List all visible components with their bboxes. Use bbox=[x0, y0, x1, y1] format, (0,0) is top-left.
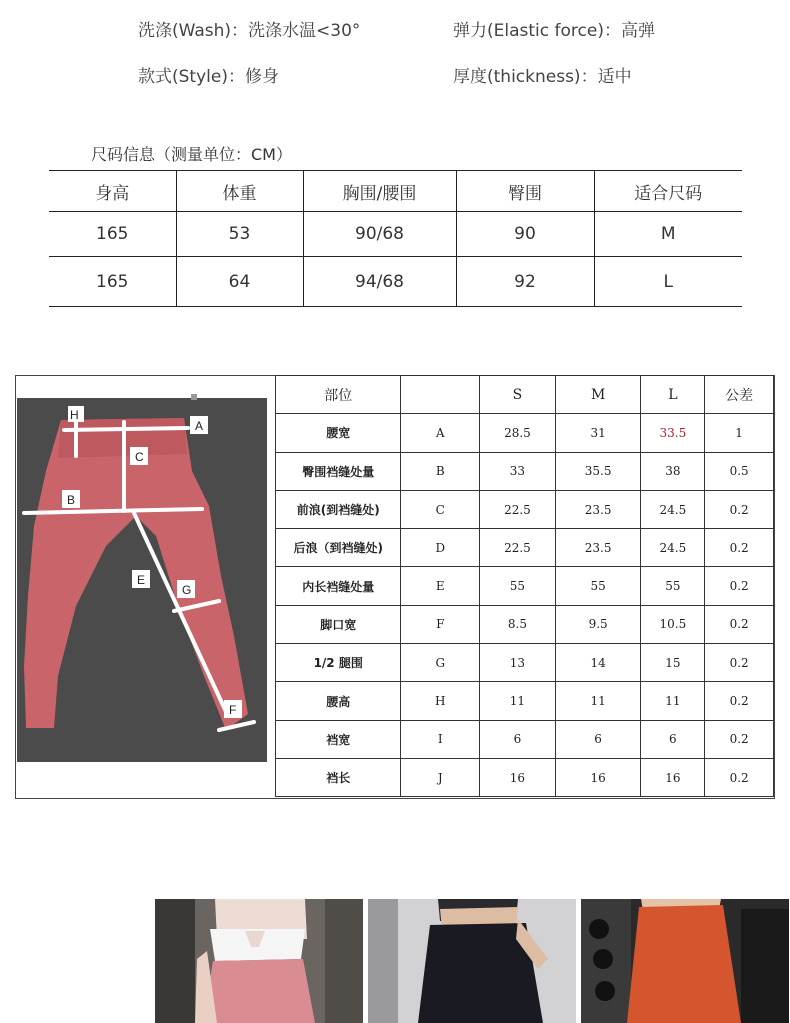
attr-wash: 洗涤(Wash)：洗涤水温<30° bbox=[138, 21, 361, 41]
header-code bbox=[401, 376, 480, 414]
table-cell: 0.2 bbox=[705, 682, 774, 720]
table-cell: 53 bbox=[176, 212, 303, 257]
table-cell: 31 bbox=[555, 414, 641, 452]
table-cell: 8.5 bbox=[480, 605, 556, 643]
table-cell: 腰高 bbox=[276, 682, 401, 720]
table-cell: 165 bbox=[49, 257, 176, 307]
size-info-caption: 尺码信息（测量单位：CM） bbox=[91, 145, 292, 164]
table-cell: 55 bbox=[641, 567, 705, 605]
table-cell: 24.5 bbox=[641, 490, 705, 528]
table-cell: 165 bbox=[49, 212, 176, 257]
header-l: L bbox=[641, 376, 705, 414]
attr-style: 款式(Style)：修身 bbox=[138, 67, 279, 87]
table-cell: 14 bbox=[555, 644, 641, 682]
table-row bbox=[276, 758, 774, 796]
table-cell: 9.5 bbox=[555, 605, 641, 643]
product-photo-orange bbox=[581, 899, 789, 1023]
product-photo-black bbox=[368, 899, 576, 1023]
table-cell: I bbox=[401, 720, 480, 758]
table-cell: 后浪（到裆缝处) bbox=[276, 529, 401, 567]
table-cell: F bbox=[401, 605, 480, 643]
table-row bbox=[49, 257, 742, 307]
spec-section bbox=[15, 375, 775, 799]
table-cell: 6 bbox=[641, 720, 705, 758]
table-cell: 13 bbox=[480, 644, 556, 682]
table-cell: 22.5 bbox=[480, 490, 556, 528]
table-cell: 臀围裆缝处量 bbox=[276, 452, 401, 490]
table-row bbox=[276, 682, 774, 720]
table-cell: 0.2 bbox=[705, 644, 774, 682]
diagram-label-b: B bbox=[67, 493, 76, 507]
table-cell: 11 bbox=[480, 682, 556, 720]
table-cell: 1 bbox=[705, 414, 774, 452]
table-cell: M bbox=[594, 212, 742, 257]
measurement-diagram bbox=[16, 376, 276, 798]
table-cell: 38 bbox=[641, 452, 705, 490]
table-row bbox=[276, 529, 774, 567]
attr-elastic-force: 弹力(Elastic force)：高弹 bbox=[453, 21, 655, 41]
table-row bbox=[276, 414, 774, 452]
table-cell: 16 bbox=[641, 758, 705, 796]
table-cell: 0.5 bbox=[705, 452, 774, 490]
diagram-label-c: C bbox=[135, 450, 144, 464]
table-cell: 内长裆缝处量 bbox=[276, 567, 401, 605]
table-cell: 1/2 腿围 bbox=[276, 644, 401, 682]
table-row bbox=[276, 452, 774, 490]
table-cell: 脚口宽 bbox=[276, 605, 401, 643]
table-cell: E bbox=[401, 567, 480, 605]
table-cell: 16 bbox=[555, 758, 641, 796]
table-cell: 28.5 bbox=[480, 414, 556, 452]
header-tolerance: 公差 bbox=[705, 376, 774, 414]
pants-diagram-illustration bbox=[16, 376, 276, 798]
header-part: 部位 bbox=[276, 376, 401, 414]
header-height: 身高 bbox=[49, 171, 176, 212]
table-cell: L bbox=[594, 257, 742, 307]
table-cell: 10.5 bbox=[641, 605, 705, 643]
header-hip: 臀围 bbox=[456, 171, 594, 212]
header-s: S bbox=[480, 376, 556, 414]
table-cell: B bbox=[401, 452, 480, 490]
table-cell: 15 bbox=[641, 644, 705, 682]
table-cell: 0.2 bbox=[705, 567, 774, 605]
table-cell: 90/68 bbox=[303, 212, 456, 257]
diagram-label-g: G bbox=[182, 583, 192, 597]
table-cell: 92 bbox=[456, 257, 594, 307]
table-cell: 23.5 bbox=[555, 490, 641, 528]
table-cell: 55 bbox=[480, 567, 556, 605]
size-table-header bbox=[49, 171, 742, 212]
table-cell: 0.2 bbox=[705, 720, 774, 758]
table-row bbox=[276, 605, 774, 643]
table-row bbox=[276, 567, 774, 605]
table-cell: 0.2 bbox=[705, 490, 774, 528]
table-row bbox=[276, 644, 774, 682]
table-cell: 前浪(到裆缝处) bbox=[276, 490, 401, 528]
diagram-label-f: F bbox=[229, 703, 237, 717]
header-weight: 体重 bbox=[176, 171, 303, 212]
diagram-label-a: A bbox=[195, 419, 204, 433]
table-cell: 腰宽 bbox=[276, 414, 401, 452]
table-cell: 裆长 bbox=[276, 758, 401, 796]
table-cell: 裆宽 bbox=[276, 720, 401, 758]
table-row bbox=[49, 212, 742, 257]
table-cell: 23.5 bbox=[555, 529, 641, 567]
diagram-label-h: H bbox=[70, 408, 79, 422]
table-cell: A bbox=[401, 414, 480, 452]
table-cell: G bbox=[401, 644, 480, 682]
product-photo-pink bbox=[155, 899, 363, 1023]
diagram-label-e: E bbox=[137, 573, 146, 587]
table-cell: 24.5 bbox=[641, 529, 705, 567]
table-cell: 0.2 bbox=[705, 529, 774, 567]
table-cell: 90 bbox=[456, 212, 594, 257]
table-cell: 94/68 bbox=[303, 257, 456, 307]
header-fit-size: 适合尺码 bbox=[594, 171, 742, 212]
table-cell: 33 bbox=[480, 452, 556, 490]
table-cell: 55 bbox=[555, 567, 641, 605]
header-m: M bbox=[555, 376, 641, 414]
table-row bbox=[276, 490, 774, 528]
table-cell: J bbox=[401, 758, 480, 796]
table-cell: 35.5 bbox=[555, 452, 641, 490]
table-cell: 0.2 bbox=[705, 758, 774, 796]
table-cell: 16 bbox=[480, 758, 556, 796]
table-cell: 6 bbox=[555, 720, 641, 758]
spec-table bbox=[275, 375, 774, 797]
table-cell: 0.2 bbox=[705, 605, 774, 643]
header-bust-waist: 胸围/腰围 bbox=[303, 171, 456, 212]
table-cell: 6 bbox=[480, 720, 556, 758]
table-cell: 11 bbox=[641, 682, 705, 720]
attr-thickness: 厚度(thickness)：适中 bbox=[453, 67, 632, 87]
table-cell-highlight: 33.5 bbox=[641, 414, 705, 452]
table-cell: D bbox=[401, 529, 480, 567]
table-cell: 64 bbox=[176, 257, 303, 307]
size-table bbox=[49, 170, 742, 307]
table-cell: 11 bbox=[555, 682, 641, 720]
spec-table-header bbox=[276, 376, 774, 414]
table-cell: H bbox=[401, 682, 480, 720]
table-cell: C bbox=[401, 490, 480, 528]
table-row bbox=[276, 720, 774, 758]
table-cell: 22.5 bbox=[480, 529, 556, 567]
